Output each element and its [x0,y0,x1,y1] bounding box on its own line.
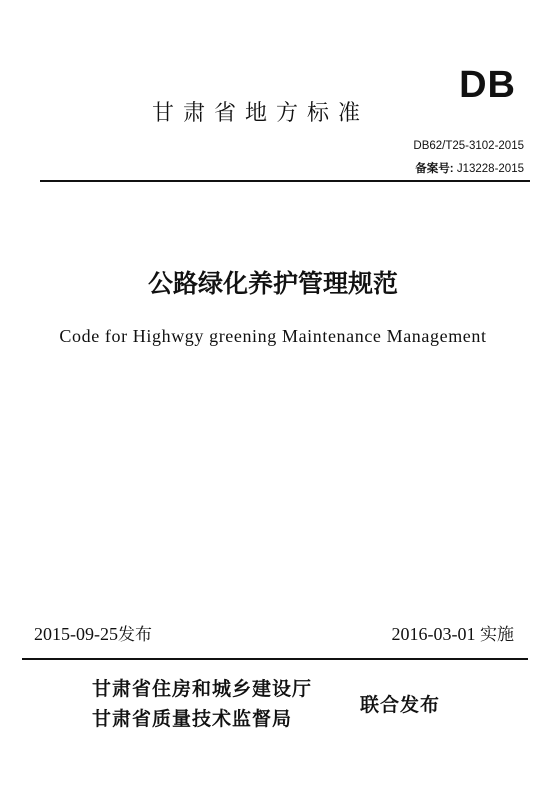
issuer-housing-department: 甘肃省住房和城乡建设厅 [92,678,313,700]
record-number: J13228-2015 [456,163,524,175]
document-title-chinese: 公路绿化养护管理规范 [147,269,398,298]
record-number-row [415,160,524,176]
standard-type-mark: DB [459,64,516,106]
implementation-date-line [392,620,515,645]
joint-release-label: 联合发布 [360,694,441,716]
standard-number: DB62/T25-3102-2015 [413,140,524,152]
issue-date: 2015-09-25 [34,624,118,644]
top-divider [40,180,530,182]
implementation-date: 2016-03-01 [391,624,476,644]
record-label: 备案号: [415,163,454,175]
implementation-date-suffix: 实施 [480,625,514,645]
issuer-quality-bureau: 甘肃省质量技术监督局 [92,708,293,730]
issue-date-line [34,620,152,645]
local-standard-title: 甘肃省地方标准 [152,101,370,126]
issue-date-suffix: 发布 [118,625,152,645]
document-title-english: Code for Highwgy greening Maintenance Management [59,326,487,346]
bottom-divider [22,658,528,660]
